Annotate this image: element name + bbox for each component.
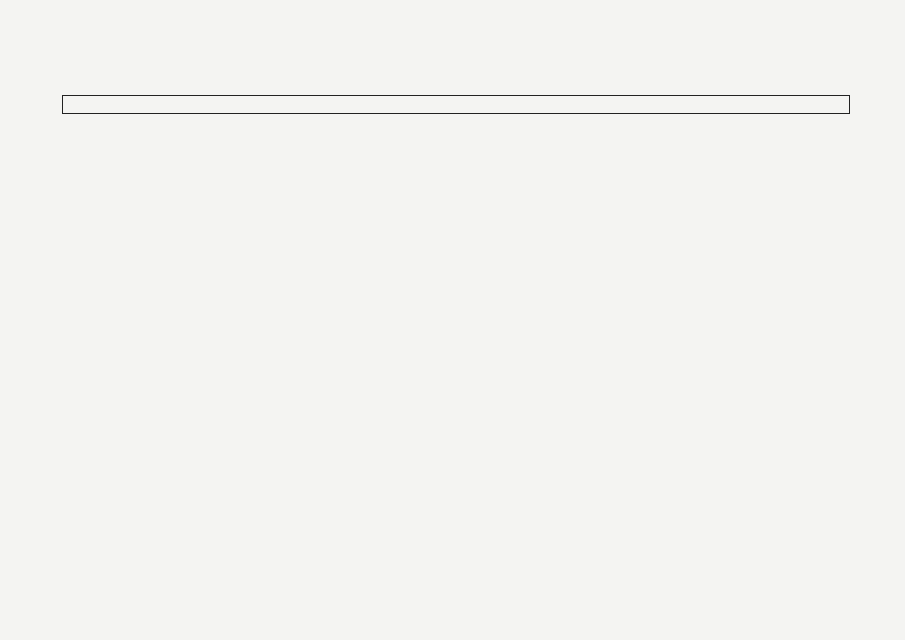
table-header <box>62 95 850 114</box>
